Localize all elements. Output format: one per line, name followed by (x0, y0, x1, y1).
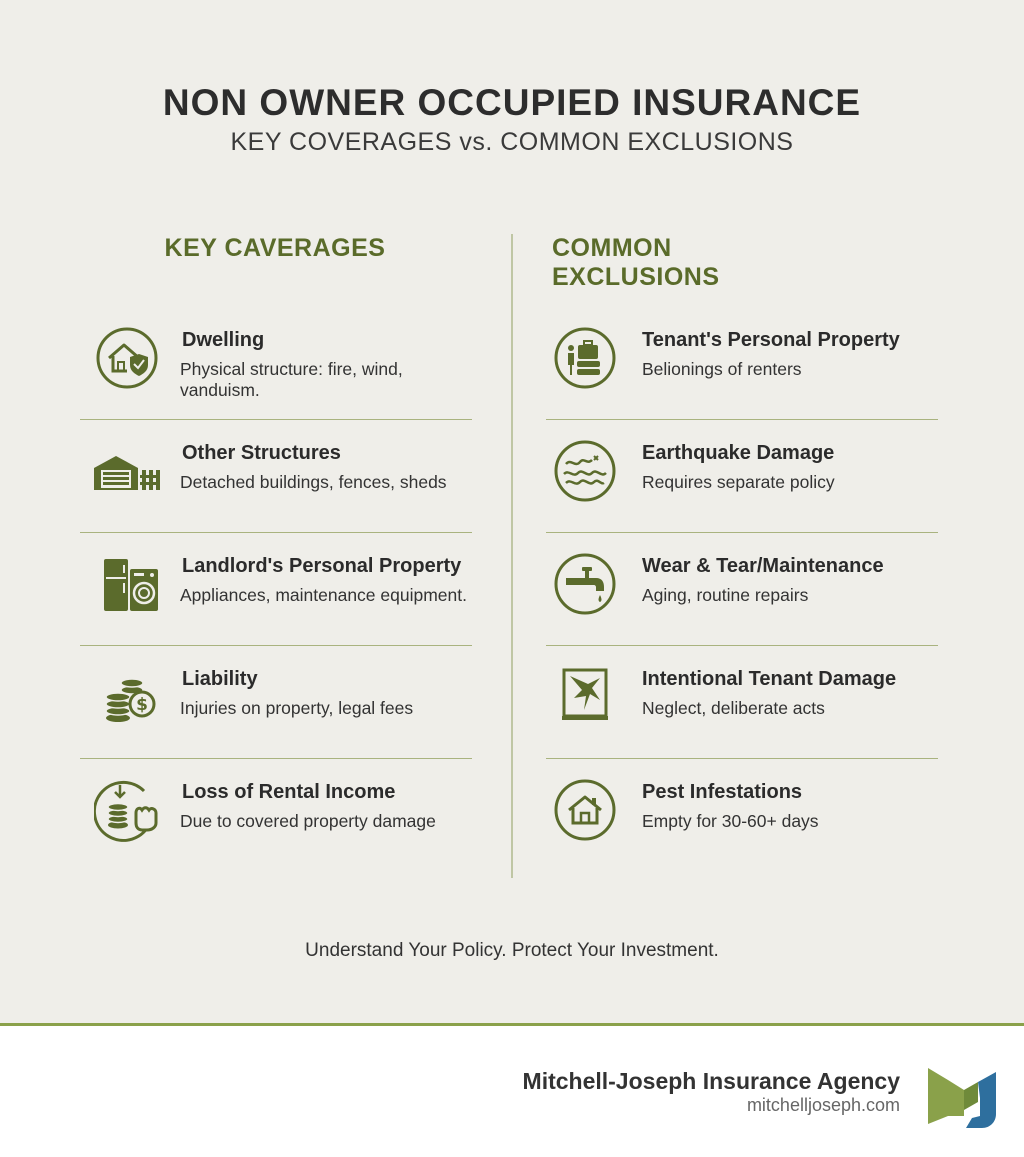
leaky-faucet-icon (552, 551, 618, 617)
exclusion-description: Aging, routine repairs (642, 585, 809, 605)
coverage-description: Appliances, maintenance equipment. (180, 585, 467, 605)
coverage-description: Due to covered property damage (180, 811, 436, 831)
exclusion-title: Tenant's Personal Property (642, 329, 900, 351)
exclusion-item (546, 646, 938, 759)
exclusion-description: Neglect, deliberate acts (642, 698, 825, 718)
exclusion-item (546, 420, 938, 533)
house-icon (552, 777, 618, 843)
income-loss-icon (94, 777, 160, 843)
agency-name: Mitchell-Joseph Insurance Agency (522, 1068, 900, 1094)
exclusion-item (546, 533, 938, 646)
appliances-icon (94, 551, 160, 617)
page-subtitle: KEY COVERAGES vs. COMMON EXCLUSIONS (230, 128, 794, 156)
coverages-heading: KEY CAVERAGES (164, 234, 386, 262)
coverage-item (80, 420, 472, 533)
exclusion-description: Empty for 30-60+ days (642, 811, 819, 831)
agency-logo-icon (926, 1054, 998, 1130)
exclusion-title: Intentional Tenant Damage (642, 668, 897, 690)
svg-text:$: $ (136, 695, 148, 715)
coverage-title: Landlord's Personal Property (182, 555, 462, 577)
footer (0, 1023, 1024, 1157)
coverage-description: Physical structure: fire, wind, vanduism. (180, 359, 403, 400)
exclusion-item (546, 307, 938, 420)
coverage-title: Liability (182, 668, 258, 690)
coverage-item (80, 533, 472, 646)
coverage-item (80, 646, 472, 759)
exclusion-title: Earthquake Damage (642, 442, 835, 464)
coins-dollar-icon (94, 664, 160, 730)
exclusion-title: Pest Infestations (642, 781, 803, 803)
coverage-title: Other Structures (182, 442, 341, 464)
coverage-item (80, 759, 472, 872)
earthquake-icon (552, 438, 618, 504)
exclusion-description: Requires separate policy (642, 472, 835, 492)
coverage-title: Dwelling (182, 329, 265, 351)
exclusion-title: Wear & Tear/Maintenance (642, 555, 884, 577)
coverage-description: Injuries on property, legal fees (180, 698, 414, 718)
tagline: Understand Your Policy. Protect Your Investment. (305, 940, 719, 961)
exclusion-description: Belionings of renters (642, 359, 802, 379)
column-divider (511, 234, 513, 878)
garage-fence-icon (94, 438, 160, 504)
house-shield-icon (94, 325, 160, 391)
broken-window-icon (552, 664, 618, 730)
agency-website[interactable]: mitchelljoseph.com (746, 1095, 900, 1115)
exclusions-heading: COMMON EXCLUSIONS (552, 234, 720, 291)
coverage-item (80, 307, 472, 420)
exclusion-item (546, 759, 938, 872)
luggage-person-icon (552, 325, 618, 391)
page-title: NON OWNER OCCUPIED INSURANCE (162, 82, 862, 123)
coverage-description: Detached buildings, fences, sheds (180, 472, 447, 492)
coverage-title: Loss of Rental Income (182, 781, 396, 803)
